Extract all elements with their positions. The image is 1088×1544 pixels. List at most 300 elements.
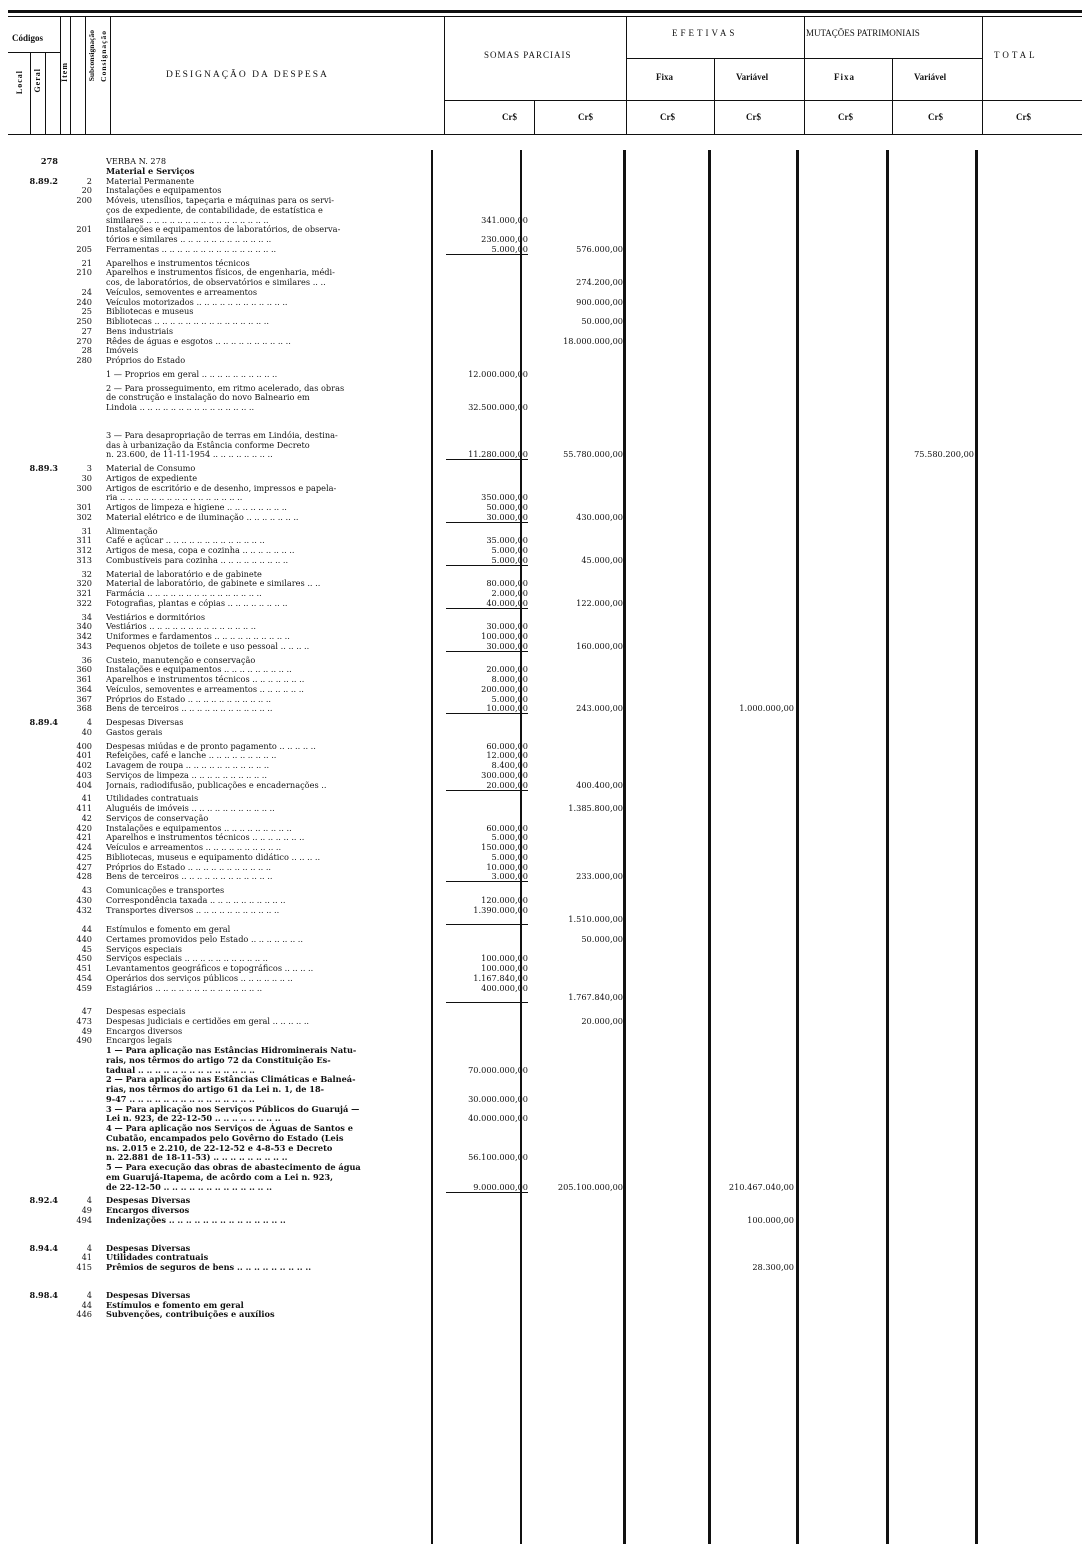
- cell-item: 280: [76, 355, 92, 365]
- subtotal-rule: [446, 881, 528, 882]
- cell-desc: Jornais, radiodifusão, publicações e encadernações ..: [106, 779, 327, 790]
- cell-item: 301: [76, 502, 92, 512]
- cell-item: 205: [76, 243, 92, 254]
- table-row: [0, 1123, 1088, 1133]
- cell-desc: 4 — Para aplicação nos Serviços de Águas de Santos e: [106, 1123, 353, 1133]
- codigos-rule: [8, 52, 60, 53]
- cell-c1: 50.000,00: [486, 502, 528, 512]
- table-row: [0, 1205, 1088, 1215]
- cell-c1: 8.400,00: [491, 760, 528, 770]
- cell-desc: Farmácia .. .. .. .. .. .. .. .. .. .. .. .. .. .. ..: [106, 588, 262, 598]
- cell-item: 312: [76, 545, 92, 555]
- table-row: [0, 306, 1088, 316]
- cell-desc: Vestiários e dormitórios: [106, 611, 206, 622]
- cell-desc: Próprios do Estado .. .. .. .. .. .. .. .. .. .. ..: [106, 693, 272, 704]
- table-row: [0, 780, 1088, 790]
- table-row: [0, 684, 1088, 694]
- cell-desc: de 22-12-50 .. .. .. .. .. .. .. .. .. .. .. .. ..: [106, 1181, 272, 1192]
- cell-c1: 120.000,00: [481, 894, 528, 905]
- table-row: [0, 578, 1088, 588]
- table-row: [0, 1143, 1088, 1153]
- cell-item: 311: [76, 535, 92, 546]
- cell-desc: Estímulos e fomento em geral: [106, 1299, 244, 1310]
- table-row: [0, 195, 1088, 205]
- cell-c1: 30.000.000,00: [468, 1093, 528, 1104]
- cell-desc: Bibliotecas e museus: [106, 306, 194, 317]
- cell-item: 210: [76, 267, 92, 278]
- table-row: [0, 1055, 1088, 1065]
- cell-c1: 5.000,00: [491, 851, 528, 862]
- cell-item: 459: [76, 982, 92, 993]
- subtotal-rule: [446, 254, 528, 255]
- table-row: [0, 895, 1088, 905]
- cell-desc: Combustíveis para cozinha .. .. .. .. .. .. .. .. ..: [106, 554, 289, 565]
- header-divider: [45, 52, 46, 135]
- cell-desc: cos, de laboratórios, de observatórios e similares .. ..: [106, 277, 326, 287]
- cell-c2: 243.000,00: [576, 703, 623, 714]
- cell-item: 427: [76, 861, 92, 872]
- table-row: [0, 1065, 1088, 1075]
- cell-desc: Pequenos objetos de toilete e uso pessoal .. .. .. ..: [106, 640, 310, 651]
- cell-desc: Despesas especiais: [106, 1006, 186, 1016]
- cell-item: 322: [76, 597, 92, 608]
- table-row: [0, 905, 1088, 915]
- cell-c1: 300.000,00: [481, 769, 528, 780]
- cell-c2: 430.000,00: [576, 511, 623, 522]
- cell-desc: Lei n. 923, de 22-12-50 .. .. .. .. .. .. .. ..: [106, 1113, 281, 1124]
- cell-c1: 20.000,00: [486, 779, 528, 790]
- cell-desc: rais, nos têrmos do artigo 72 da Constituição Es-: [106, 1054, 331, 1065]
- table-row: [0, 852, 1088, 862]
- item-header: Item: [60, 62, 69, 82]
- cell-local: 8.89.3: [29, 463, 58, 473]
- table-row: [0, 641, 1088, 651]
- table-row: [0, 1045, 1088, 1055]
- table-row: [0, 953, 1088, 963]
- cell-item: 36: [81, 654, 92, 665]
- cell-c2: 45.000,00: [581, 554, 623, 565]
- cell-desc: Serviços de conservação: [106, 812, 209, 823]
- fixa2-header: Fixa: [834, 72, 855, 82]
- table-row: [0, 973, 1088, 983]
- cell-c3: 100.000,00: [747, 1214, 794, 1225]
- table-row: [0, 369, 1088, 379]
- table-row: [0, 741, 1088, 751]
- cell-item: 446: [76, 1309, 92, 1320]
- header-divider: [804, 17, 805, 135]
- cell-desc: Rêdes de águas e esgotos .. .. .. .. .. .. .. .. .. ..: [106, 335, 291, 346]
- subtotal-rule: [446, 565, 528, 566]
- cell-desc: Despesas Diversas: [106, 717, 184, 727]
- table-row: [0, 963, 1088, 973]
- cell-desc: Alimentação: [106, 525, 158, 536]
- cell-item: 450: [76, 953, 92, 964]
- table-row: [0, 1243, 1088, 1253]
- cell-desc: ns. 2.015 e 2.210, de 22-12-52 e 4-8-53 e Decreto: [106, 1142, 333, 1153]
- table-row: [0, 492, 1088, 502]
- table-row: [0, 430, 1088, 440]
- table-row: [0, 1133, 1088, 1143]
- fixa-header: Fixa: [656, 72, 673, 82]
- table-row: [0, 345, 1088, 355]
- cell-desc: rias, nos têrmos do artigo 61 da Lei n. 1, de 18-: [106, 1084, 325, 1094]
- cell-desc: Comunicações e transportes: [106, 885, 225, 895]
- cell-desc: em Guarujá-Itapema, de acôrdo com a Lei n. 923,: [106, 1171, 333, 1182]
- cell-desc: Despesas Diversas: [106, 1195, 191, 1206]
- table-row: [0, 871, 1088, 881]
- table-row: [0, 1006, 1088, 1016]
- cell-desc: Indenizações .. .. .. .. .. .. .. .. .. .. .. .. .. ..: [106, 1214, 286, 1225]
- header-divider: [85, 17, 86, 135]
- cell-c1: 56.100.000,00: [468, 1152, 528, 1163]
- cell-item: 4: [86, 717, 92, 727]
- cell-item: 4: [86, 1195, 92, 1206]
- cell-c1: 20.000,00: [486, 664, 528, 675]
- cell-desc: n. 23.600, de 11-11-1954 .. .. .. .. .. .. .. ..: [106, 449, 273, 460]
- top-rule: [8, 10, 1082, 13]
- cell-c2: 1.767.840,00: [568, 992, 623, 1003]
- cell-desc: Instalações e equipamentos .. .. .. .. .. .. .. .. ..: [106, 664, 292, 675]
- cell-desc: Utilidades contratuais: [106, 1252, 209, 1263]
- header-divider: [30, 52, 31, 135]
- currency-efetivas-fixa: Cr$: [660, 112, 675, 122]
- cell-c1: 8.000,00: [491, 674, 528, 684]
- cell-desc: 3 — Para desapropriação de terras em Lindóia, destina-: [106, 429, 338, 440]
- table-row: [0, 760, 1088, 770]
- cell-item: 368: [76, 703, 92, 714]
- table-row: [0, 885, 1088, 895]
- cell-desc: Aparelhos e instrumentos técnicos: [106, 257, 250, 268]
- cell-item: 300: [76, 482, 92, 493]
- cell-desc: 1 — Para aplicação nas Estâncias Hidrominerais Natu-: [106, 1045, 357, 1055]
- cell-item: 25: [81, 306, 92, 317]
- cell-item: 43: [81, 885, 92, 895]
- cell-c2: 233.000,00: [576, 871, 623, 882]
- subtotal-rule: [446, 651, 528, 652]
- table-row: [0, 1290, 1088, 1300]
- cell-desc: Levantamentos geográficos e topográficos .. .. .. ..: [106, 963, 314, 973]
- cell-item: 361: [76, 674, 92, 684]
- cell-item: 451: [76, 963, 92, 973]
- table-row: [0, 1195, 1088, 1205]
- cell-c1: 400.000,00: [481, 982, 528, 993]
- table-row: [0, 1252, 1088, 1262]
- currency-mutacoes-fixa: Cr$: [838, 112, 853, 122]
- table-row: [0, 258, 1088, 268]
- cell-item: 424: [76, 842, 92, 852]
- cell-desc: Aparelhos e instrumentos técnicos .. .. .. .. .. .. ..: [106, 674, 305, 684]
- cell-item: 401: [76, 750, 92, 761]
- cell-c1: 60.000,00: [486, 740, 528, 751]
- currency-efetivas-variavel: Cr$: [746, 112, 761, 122]
- cell-desc: Operários dos serviços públicos .. .. .. .. .. .. ..: [106, 972, 293, 983]
- top-rule-thin: [8, 16, 1082, 17]
- cell-desc: similares .. .. .. .. .. .. .. .. .. .. .. .. .. .. .. ..: [106, 214, 269, 225]
- cell-desc: Aluguéis de imóveis .. .. .. .. .. .. .. .. .. .. ..: [106, 803, 275, 813]
- cell-c1: 100.000,00: [481, 953, 528, 964]
- cell-desc: Certames promovidos pelo Estado .. .. .. .. .. .. ..: [106, 933, 304, 944]
- cell-c3: 210.467.040,00: [728, 1181, 794, 1192]
- cell-local: 278: [40, 156, 58, 166]
- table-row: [0, 621, 1088, 631]
- cell-desc: Material de laboratório e de gabinete: [106, 568, 262, 579]
- cell-item: 31: [81, 525, 92, 536]
- table-row: [0, 612, 1088, 622]
- cell-desc: Cubatão, encampados pelo Govêrno do Estado (Leis: [106, 1132, 344, 1143]
- cell-c2: 900.000,00: [576, 296, 623, 307]
- cell-item: 49: [81, 1025, 92, 1036]
- table-row: [0, 1035, 1088, 1045]
- table-row: [0, 297, 1088, 307]
- cell-item: 420: [76, 822, 92, 833]
- local-header: Local: [15, 70, 24, 95]
- cell-desc: Prêmios de seguros de bens .. .. .. .. .. .. .. .. ..: [106, 1262, 312, 1272]
- table-row: [0, 316, 1088, 326]
- cell-desc: 2 — Para aplicação nas Estâncias Climáticas e Balneá-: [106, 1074, 356, 1085]
- cell-desc: Despesas Diversas: [106, 1289, 191, 1300]
- cell-desc: Veículos, semoventes e arreamentos .. .. .. .. .. ..: [106, 683, 304, 694]
- cell-c1: 100.000,00: [481, 631, 528, 641]
- cell-desc: 9-47 .. .. .. .. .. .. .. .. .. .. .. .. .. .. ..: [106, 1093, 255, 1104]
- variavel2-header: Variável: [914, 72, 947, 82]
- cell-item: 250: [76, 316, 92, 326]
- cell-desc: Serviços especiais: [106, 943, 182, 954]
- cell-item: 428: [76, 871, 92, 882]
- cell-desc: Transportes diversos .. .. .. .. .. .. .. .. .. .. ..: [106, 904, 280, 915]
- cell-desc: Lavagem de roupa .. .. .. .. .. .. .. .. .. .. ..: [106, 760, 270, 770]
- cell-desc: Instalações e equipamentos .. .. .. .. .. .. .. .. ..: [106, 822, 292, 833]
- designacao-header: DESIGNAÇÃO DA DESPESA: [166, 70, 329, 80]
- cell-item: 360: [76, 664, 92, 675]
- cell-item: 40: [81, 726, 92, 737]
- table-row: [0, 992, 1088, 1002]
- currency-somas-1: Cr$: [502, 112, 517, 122]
- cell-desc: VERBA N. 278: [106, 156, 167, 166]
- cell-item: 41: [81, 1252, 92, 1263]
- table-row: [0, 813, 1088, 823]
- cell-desc: Veículos motorizados .. .. .. .. .. .. .. .. .. .. .. ..: [106, 296, 288, 307]
- cell-c1: 230.000,00: [481, 234, 528, 244]
- cell-item: 400: [76, 740, 92, 751]
- cell-c1: 150.000,00: [481, 842, 528, 852]
- currency-somas-2: Cr$: [578, 112, 593, 122]
- table-row: [0, 842, 1088, 852]
- cell-desc: Material de laboratório, de gabinete e similares .. ..: [106, 578, 321, 589]
- table-row: [0, 1215, 1088, 1225]
- cell-c1: 32.500.000,00: [468, 402, 528, 412]
- cell-item: 44: [81, 924, 92, 934]
- header-bottom-rule: [8, 134, 1082, 135]
- cell-c1: 5.000,00: [491, 554, 528, 565]
- cell-item: 27: [81, 325, 92, 336]
- cell-c2: 160.000,00: [576, 640, 623, 651]
- cell-desc: das à urbanização da Estância conforme Decreto: [106, 439, 310, 450]
- cell-desc: Serviços de limpeza .. .. .. .. .. .. .. .. .. ..: [106, 769, 267, 780]
- table-row: [0, 267, 1088, 277]
- cell-item: 343: [76, 640, 92, 651]
- cell-item: 47: [81, 1006, 92, 1016]
- currency-mutacoes-variavel: Cr$: [928, 112, 943, 122]
- table-row: [0, 1172, 1088, 1182]
- table-row: [0, 750, 1088, 760]
- subhead-rule: [444, 100, 1082, 101]
- table-row: [0, 862, 1088, 872]
- table-row: [0, 793, 1088, 803]
- table-row: [0, 717, 1088, 727]
- table-row: [0, 463, 1088, 473]
- cell-item: 494: [76, 1214, 92, 1225]
- cell-c3: 1.000.000,00: [739, 703, 794, 714]
- table-row: [0, 224, 1088, 234]
- table-row: [0, 631, 1088, 641]
- cell-item: 2: [86, 175, 92, 186]
- table-row: [0, 185, 1088, 195]
- mutacoes-header: MUTAÇÕES PATRIMONIAIS: [806, 28, 920, 38]
- cell-desc: ços de expediente, de contabilidade, de estatística e: [106, 204, 323, 215]
- table-row: [0, 703, 1088, 713]
- cell-local: 8.98.4: [29, 1289, 58, 1300]
- table-row: [0, 287, 1088, 297]
- table-row: [0, 176, 1088, 186]
- cell-item: 473: [76, 1015, 92, 1026]
- table-row: [0, 1016, 1088, 1026]
- cell-desc: Bens de terceiros .. .. .. .. .. .. .. .. .. .. .. ..: [106, 871, 273, 882]
- table-row: [0, 555, 1088, 565]
- header-divider: [714, 58, 715, 135]
- cell-c1: 5.000,00: [491, 243, 528, 254]
- cell-c1: 1.390.000,00: [473, 904, 528, 915]
- cell-desc: Café e açúcar .. .. .. .. .. .. .. .. .. .. .. .. ..: [106, 535, 265, 546]
- cell-item: 321: [76, 588, 92, 598]
- cell-desc: Bens de terceiros .. .. .. .. .. .. .. .. .. .. .. ..: [106, 703, 273, 714]
- table-row: [0, 402, 1088, 412]
- table-row: [0, 473, 1088, 483]
- efetivas-header: EFETIVAS: [672, 28, 738, 38]
- cell-desc: Utilidades contratuais: [106, 793, 199, 804]
- cell-desc: 5 — Para execução das obras de abastecimento de água: [106, 1162, 361, 1172]
- cell-item: 20: [81, 185, 92, 196]
- table-row: [0, 483, 1088, 493]
- subtotal-rule: [446, 790, 528, 791]
- cell-desc: Encargos diversos: [106, 1205, 190, 1215]
- cell-desc: tórios e similares .. .. .. .. .. .. .. .. .. .. .. ..: [106, 234, 272, 244]
- table-row: [0, 1084, 1088, 1094]
- cell-item: 4: [86, 1242, 92, 1253]
- cell-c1: 40.000.000,00: [468, 1113, 528, 1124]
- cell-desc: Veículos, semoventes e arreamentos: [106, 286, 258, 297]
- cell-desc: Gastos gerais: [106, 726, 163, 737]
- cell-c1: 12.000,00: [486, 750, 528, 761]
- cell-item: 432: [76, 904, 92, 915]
- table-row: [0, 934, 1088, 944]
- cell-desc: 2 — Para prosseguimento, em ritmo acelerado, das obras: [106, 382, 345, 393]
- table-row: [0, 326, 1088, 336]
- table-row: [0, 1309, 1088, 1319]
- cell-desc: ria .. .. .. .. .. .. .. .. .. .. .. .. .. .. .. ..: [106, 492, 243, 503]
- total-header: TOTAL: [994, 50, 1038, 60]
- cell-desc: Bens industriais: [106, 325, 174, 336]
- cell-desc: Artigos de escritório e de desenho, impressos e papela-: [106, 482, 337, 493]
- cell-item: 402: [76, 760, 92, 770]
- cell-item: 270: [76, 335, 92, 346]
- cell-desc: Artigos de mesa, copa e cozinha .. .. .. .. .. .. ..: [106, 545, 295, 555]
- table-row: [0, 832, 1088, 842]
- cell-c1: 12.000.000,00: [468, 368, 528, 379]
- cell-desc: Móveis, utensílios, tapeçaria e máquinas para os servi-: [106, 195, 335, 205]
- cell-c1: 10.000,00: [486, 861, 528, 872]
- header-divider: [534, 100, 535, 135]
- cell-c1: 5.000,00: [491, 693, 528, 704]
- header-divider: [444, 17, 445, 135]
- table-row: [0, 983, 1088, 993]
- cell-c1: 350.000,00: [481, 492, 528, 503]
- subconsignacao-header: Subconsignação: [87, 30, 96, 82]
- cell-item: 490: [76, 1035, 92, 1046]
- cell-local: 8.92.4: [29, 1195, 58, 1206]
- table-row: [0, 215, 1088, 225]
- cell-c1: 341.000,00: [481, 214, 528, 225]
- subtotal-rule: [446, 1002, 528, 1003]
- geral-header: Geral: [33, 68, 42, 93]
- table-row: [0, 1262, 1088, 1272]
- table-row: [0, 166, 1088, 176]
- table-row: [0, 1074, 1088, 1084]
- cell-c1: 30.000,00: [486, 511, 528, 522]
- table-row: [0, 1152, 1088, 1162]
- cell-c1: 11.280.000,00: [468, 449, 528, 460]
- table-row: [0, 512, 1088, 522]
- cell-desc: Custeio, manutenção e conservação: [106, 654, 256, 665]
- cell-item: 340: [76, 621, 92, 632]
- table-row: [0, 569, 1088, 579]
- cell-desc: Veículos e arreamentos .. .. .. .. .. .. .. .. .. ..: [106, 842, 282, 852]
- cell-desc: Subvenções, contribuições e auxílios: [106, 1309, 275, 1320]
- cell-c2: 18.000.000,00: [563, 335, 623, 346]
- cell-c2: 122.000,00: [576, 597, 623, 608]
- cell-item: 41: [81, 793, 92, 804]
- cell-desc: Bibliotecas, museus e equipamento didático .. .. .. ..: [106, 851, 321, 862]
- cell-item: 364: [76, 683, 92, 694]
- subtotal-rule: [446, 608, 528, 609]
- cell-local: 8.94.4: [29, 1242, 58, 1253]
- cell-desc: Material e Serviços: [106, 165, 195, 176]
- cell-item: 30: [81, 472, 92, 483]
- cell-desc: Estagiários .. .. .. .. .. .. .. .. .. .. .. .. .. ..: [106, 982, 263, 993]
- table-row: [0, 1182, 1088, 1192]
- cell-c2: 400.400,00: [576, 779, 623, 790]
- cell-item: 49: [81, 1205, 92, 1215]
- cell-c1: 9.000.000,00: [473, 1181, 528, 1192]
- cell-desc: Aparelhos e instrumentos técnicos .. .. .. .. .. .. ..: [106, 832, 305, 843]
- subtotal-rule: [446, 522, 528, 523]
- table-row: [0, 770, 1088, 780]
- table-row: [0, 502, 1088, 512]
- cell-item: 44: [81, 1299, 92, 1310]
- codigos-header: Códigos: [12, 33, 44, 43]
- table-row: [0, 1162, 1088, 1172]
- cell-c2: 205.100.000,00: [557, 1181, 623, 1192]
- cell-item: 404: [76, 779, 92, 790]
- cell-c1: 1.167.840,00: [473, 972, 528, 983]
- cell-desc: Artigos de limpeza e higiene .. .. .. .. .. .. .. ..: [106, 502, 287, 512]
- cell-item: 240: [76, 296, 92, 307]
- cell-item: 201: [76, 224, 92, 235]
- cell-c1: 5.000,00: [491, 545, 528, 555]
- header-divider: [70, 17, 71, 135]
- table-row: [0, 803, 1088, 813]
- subtotal-rule: [446, 1192, 528, 1193]
- header-divider: [110, 17, 111, 135]
